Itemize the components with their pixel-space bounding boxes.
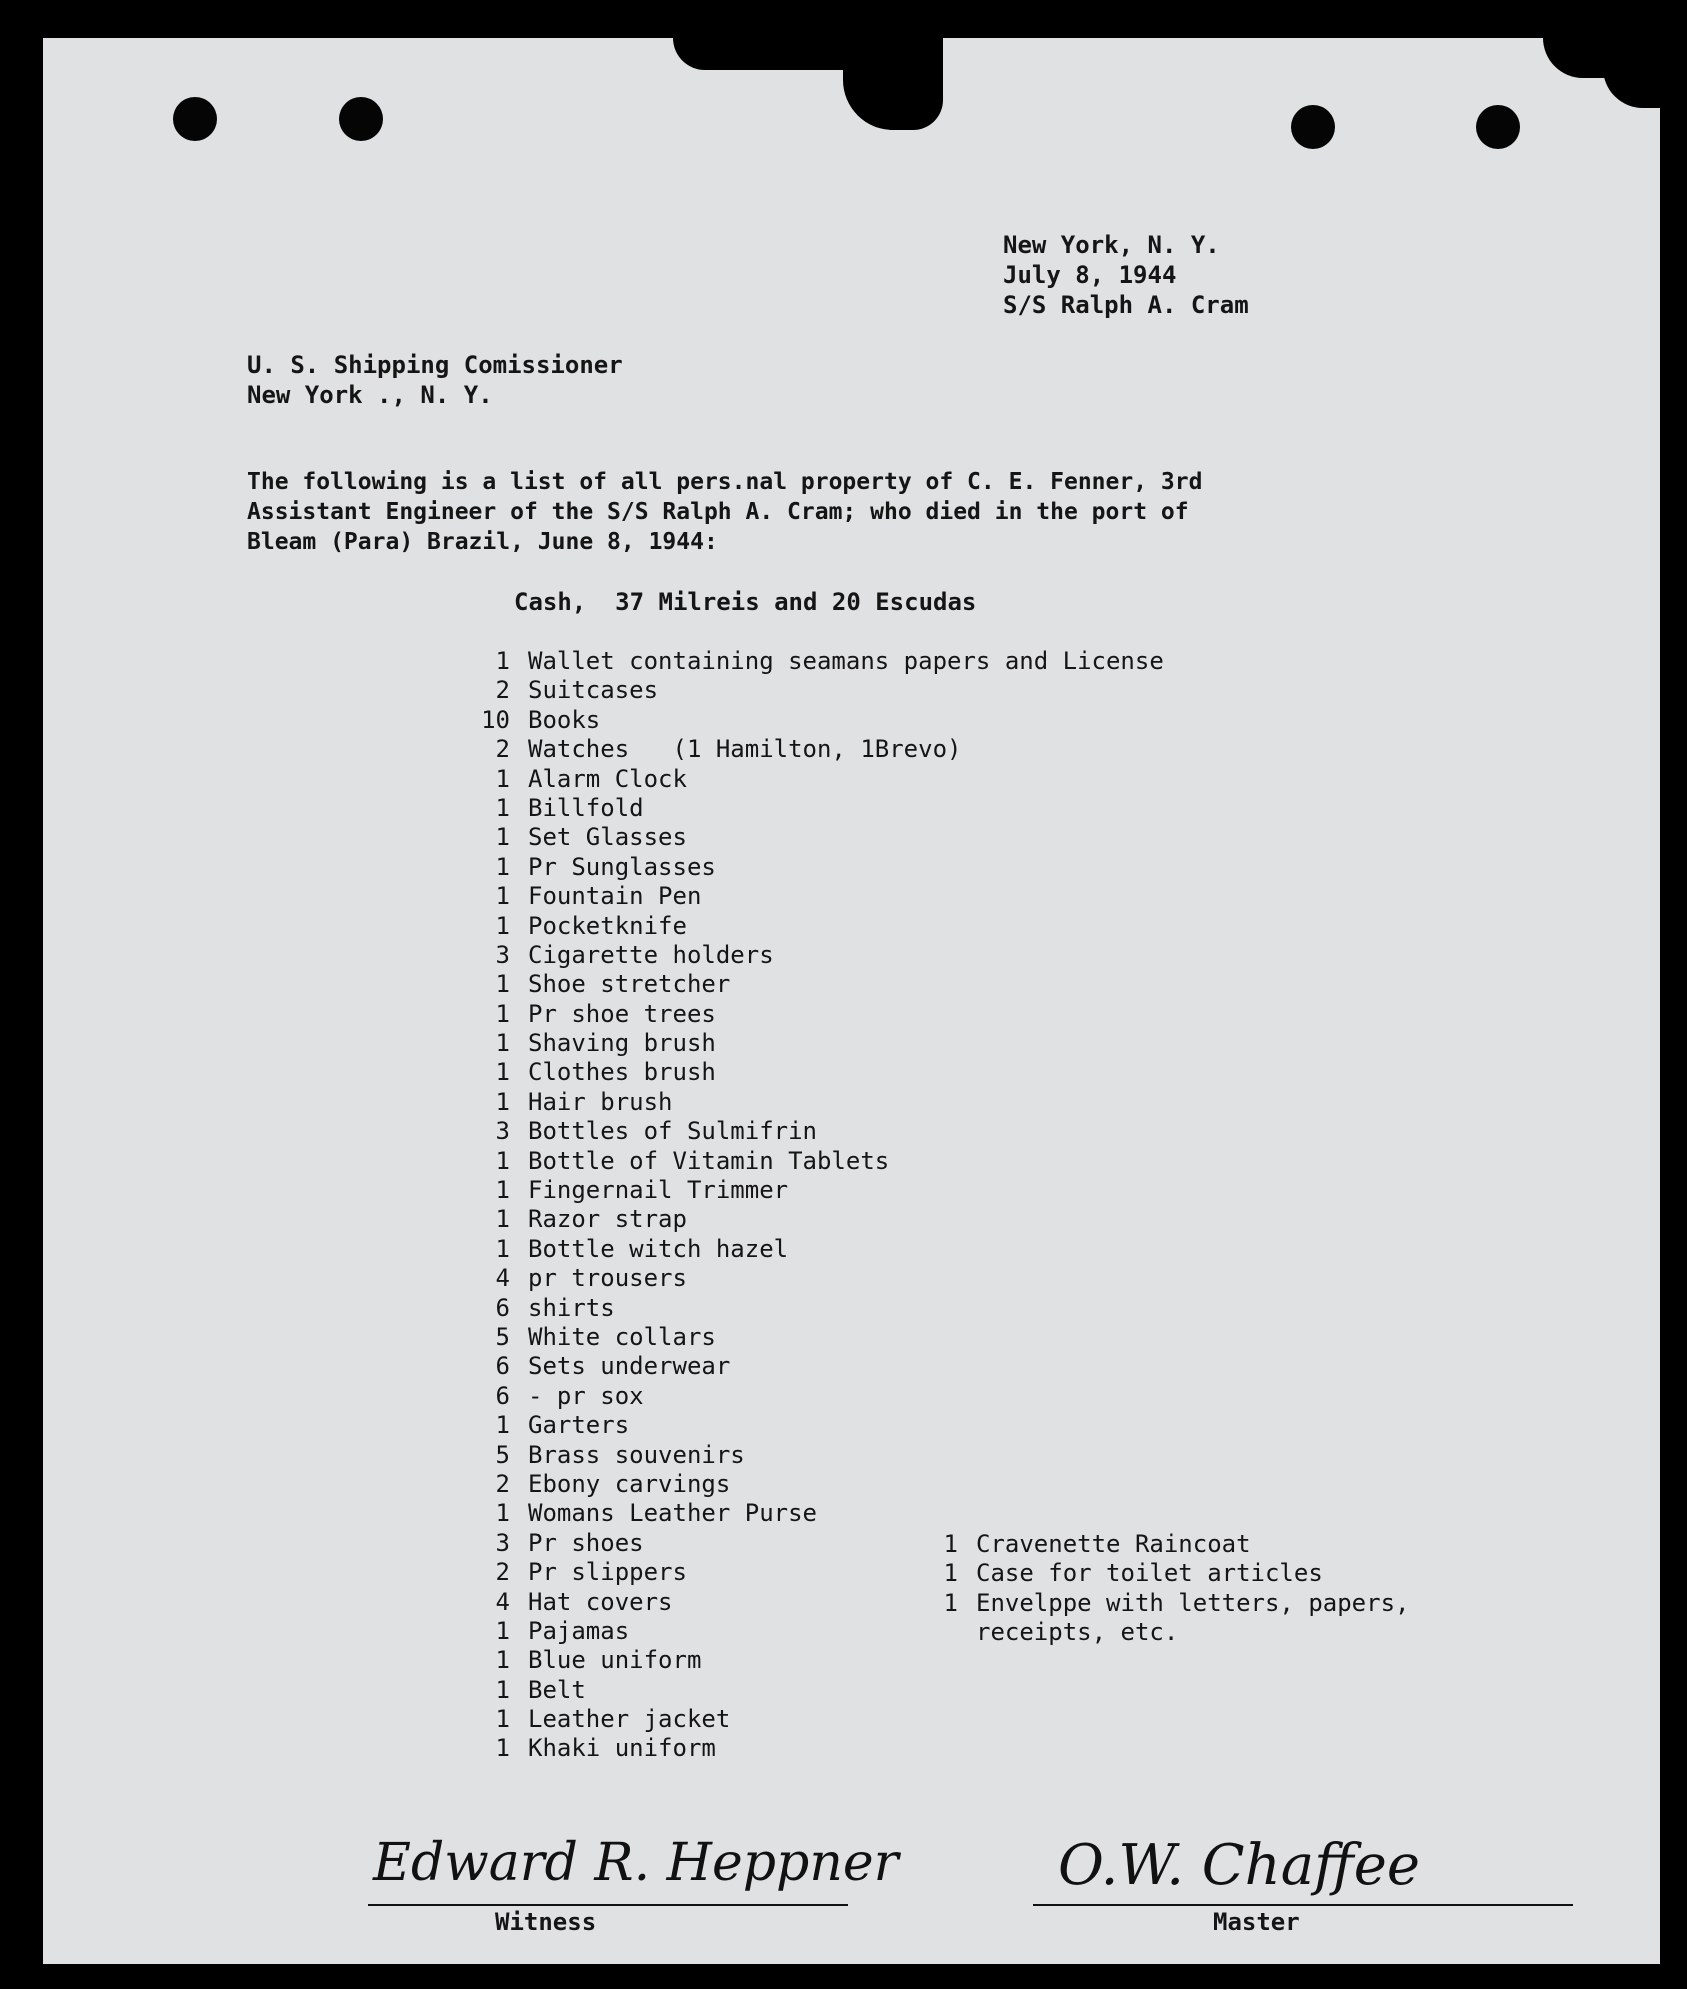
header-date: July 8, 1944: [1003, 261, 1177, 289]
list-item: [448, 1117, 1164, 1146]
list-item: [448, 970, 1164, 999]
item-quantity: 1: [495, 823, 510, 852]
item-description: Fountain Pen: [528, 882, 702, 911]
header-place: New York, N. Y.: [1003, 231, 1220, 259]
master-signature: O.W. Chaffee: [1058, 1833, 1421, 1898]
item-description: Womans Leather Purse: [528, 1499, 817, 1528]
list-item: [448, 1676, 1164, 1705]
addressee-line-2: New York ., N. Y.: [247, 381, 493, 409]
item-description: Pr Sunglasses: [528, 852, 716, 881]
list-item: [448, 1000, 1164, 1029]
header-ship: S/S Ralph A. Cram: [1003, 291, 1249, 319]
torn-edge: [1603, 38, 1660, 108]
list-item: [448, 1323, 1164, 1352]
punch-hole: [173, 97, 217, 141]
item-quantity: 5: [495, 1322, 510, 1351]
item-description: Ebony carvings: [528, 1469, 731, 1498]
item-description: Bottle witch hazel: [528, 1234, 789, 1263]
list-item: [448, 676, 1164, 705]
list-item: [448, 706, 1164, 735]
item-quantity: 1: [495, 1411, 510, 1440]
list-item: [448, 1088, 1164, 1117]
item-quantity: 2: [495, 735, 510, 764]
item-description: Suitcases: [528, 676, 659, 705]
list-item: [448, 1646, 1164, 1675]
list-item: [448, 823, 1164, 852]
list-item: [448, 647, 1164, 676]
item-quantity: 1: [495, 911, 510, 940]
item-quantity: 1: [495, 1058, 510, 1087]
list-item: [448, 1705, 1164, 1734]
list-item: [928, 1589, 1409, 1618]
item-quantity: 1: [495, 647, 510, 675]
list-item: [448, 735, 1164, 764]
list-item: [448, 1411, 1164, 1440]
item-quantity: 3: [495, 1117, 510, 1146]
list-item: [928, 1530, 1409, 1559]
list-item: [928, 1618, 1409, 1647]
item-quantity: 2: [495, 1469, 510, 1498]
item-description: Razor strap: [528, 1205, 687, 1234]
item-description: Books: [528, 705, 601, 734]
item-description: shirts: [528, 1293, 615, 1322]
item-description: Shoe stretcher: [528, 970, 731, 999]
list-item: [928, 1559, 1409, 1588]
item-quantity: 1: [495, 1146, 510, 1175]
list-item: [448, 1734, 1164, 1763]
document-page: [43, 38, 1660, 1964]
item-quantity: 1: [495, 1616, 510, 1645]
item-quantity: 1: [495, 882, 510, 911]
item-description: Set Glasses: [528, 823, 687, 852]
item-description: Cravenette Raincoat: [976, 1530, 1251, 1558]
list-item: [448, 1235, 1164, 1264]
item-quantity: 2: [495, 676, 510, 705]
item-quantity: 1: [495, 1205, 510, 1234]
item-quantity: 4: [495, 1264, 510, 1293]
list-item: [448, 1029, 1164, 1058]
item-quantity: 6: [495, 1352, 510, 1381]
item-description: Case for toilet articles: [976, 1559, 1323, 1588]
list-item: [448, 765, 1164, 794]
item-quantity: 1: [495, 852, 510, 881]
punch-hole: [1476, 105, 1520, 149]
item-description: Pr shoes: [528, 1528, 644, 1557]
intro-line-1: The following is a list of all pers.nal property of C. E. Fenner, 3rd: [247, 469, 1203, 495]
list-item: [448, 1176, 1164, 1205]
list-item: [448, 882, 1164, 911]
intro-line-3: Bleam (Para) Brazil, June 8, 1944:: [247, 529, 718, 555]
addressee-line-1: U. S. Shipping Comissioner: [247, 351, 623, 379]
item-description: Bottles of Sulmifrin: [528, 1117, 817, 1146]
item-description: Sets underwear: [528, 1352, 731, 1381]
item-quantity: 1: [495, 1734, 510, 1763]
item-quantity: 4: [495, 1587, 510, 1616]
item-quantity: 1: [495, 764, 510, 793]
list-item: [448, 1470, 1164, 1499]
item-quantity: 1: [495, 793, 510, 822]
item-description: Alarm Clock: [528, 764, 687, 793]
list-item: [448, 912, 1164, 941]
item-quantity: 6: [495, 1381, 510, 1410]
item-description: Hat covers: [528, 1587, 673, 1616]
item-description: Pajamas: [528, 1616, 630, 1645]
item-description: Shaving brush: [528, 1029, 716, 1058]
item-description: Cigarette holders: [528, 940, 774, 969]
punch-hole: [1291, 105, 1335, 149]
item-quantity: 1: [495, 1675, 510, 1704]
item-description: Envelppe with letters, papers,: [976, 1588, 1410, 1617]
item-description: Bottle of Vitamin Tablets: [528, 1146, 890, 1175]
item-description: - pr sox: [528, 1381, 644, 1410]
list-item: [448, 941, 1164, 970]
item-description: Watches (1 Hamilton, 1Brevo): [528, 735, 962, 764]
item-quantity: 6: [495, 1293, 510, 1322]
witness-signature-line: [368, 1904, 848, 1906]
list-item: [448, 1264, 1164, 1293]
item-description: Clothes brush: [528, 1058, 716, 1087]
item-description: Pr shoe trees: [528, 999, 716, 1028]
item-quantity: 1: [495, 1705, 510, 1734]
intro-line-2: Assistant Engineer of the S/S Ralph A. Cram; who died in the port of: [247, 499, 1189, 525]
list-item: [448, 853, 1164, 882]
item-description: Pr slippers: [528, 1558, 687, 1587]
item-description: Wallet containing seamans papers and License: [528, 647, 1164, 675]
item-quantity: 1: [495, 1176, 510, 1205]
list-item: [448, 1352, 1164, 1381]
item-quantity: 1: [495, 1499, 510, 1528]
witness-signature: Edward R. Heppner: [373, 1833, 899, 1893]
punch-hole: [339, 97, 383, 141]
item-description: Brass souvenirs: [528, 1440, 745, 1469]
torn-edge: [843, 38, 943, 130]
master-signature-line: [1033, 1904, 1573, 1906]
item-quantity: 1: [495, 970, 510, 999]
item-quantity: 1: [495, 1234, 510, 1263]
witness-label: Witness: [495, 1908, 597, 1936]
cash-line: Cash, 37 Milreis and 20 Escudas: [514, 588, 977, 616]
item-quantity: 1: [495, 999, 510, 1028]
item-quantity: 1: [495, 1029, 510, 1058]
item-description: Belt: [528, 1675, 586, 1704]
item-description: Khaki uniform: [528, 1734, 716, 1763]
item-quantity: 1: [495, 1087, 510, 1116]
list-item: [448, 1294, 1164, 1323]
item-description: pr trousers: [528, 1264, 687, 1293]
item-quantity: 1: [943, 1530, 958, 1558]
list-item: [448, 1499, 1164, 1528]
list-item: [448, 1147, 1164, 1176]
item-description: Leather jacket: [528, 1705, 731, 1734]
item-quantity: 1: [943, 1559, 958, 1588]
item-description: receipts, etc.: [976, 1618, 1179, 1647]
item-quantity: 3: [495, 940, 510, 969]
item-quantity: 3: [495, 1528, 510, 1557]
item-description: White collars: [528, 1322, 716, 1351]
list-item: [448, 794, 1164, 823]
item-description: Fingernail Trimmer: [528, 1176, 789, 1205]
item-quantity: 2: [495, 1558, 510, 1587]
item-description: Blue uniform: [528, 1646, 702, 1675]
item-description: Hair brush: [528, 1087, 673, 1116]
item-quantity: 5: [495, 1440, 510, 1469]
item-quantity: 1: [495, 1646, 510, 1675]
item-quantity: 10: [481, 705, 510, 734]
item-description: Pocketknife: [528, 911, 687, 940]
list-item: [448, 1205, 1164, 1234]
list-item: [448, 1058, 1164, 1087]
list-item: [448, 1382, 1164, 1411]
list-item: [448, 1441, 1164, 1470]
master-label: Master: [1213, 1908, 1300, 1936]
item-quantity: 1: [943, 1588, 958, 1617]
item-description: Billfold: [528, 793, 644, 822]
property-list-secondary: [928, 1530, 1409, 1648]
item-description: Garters: [528, 1411, 630, 1440]
